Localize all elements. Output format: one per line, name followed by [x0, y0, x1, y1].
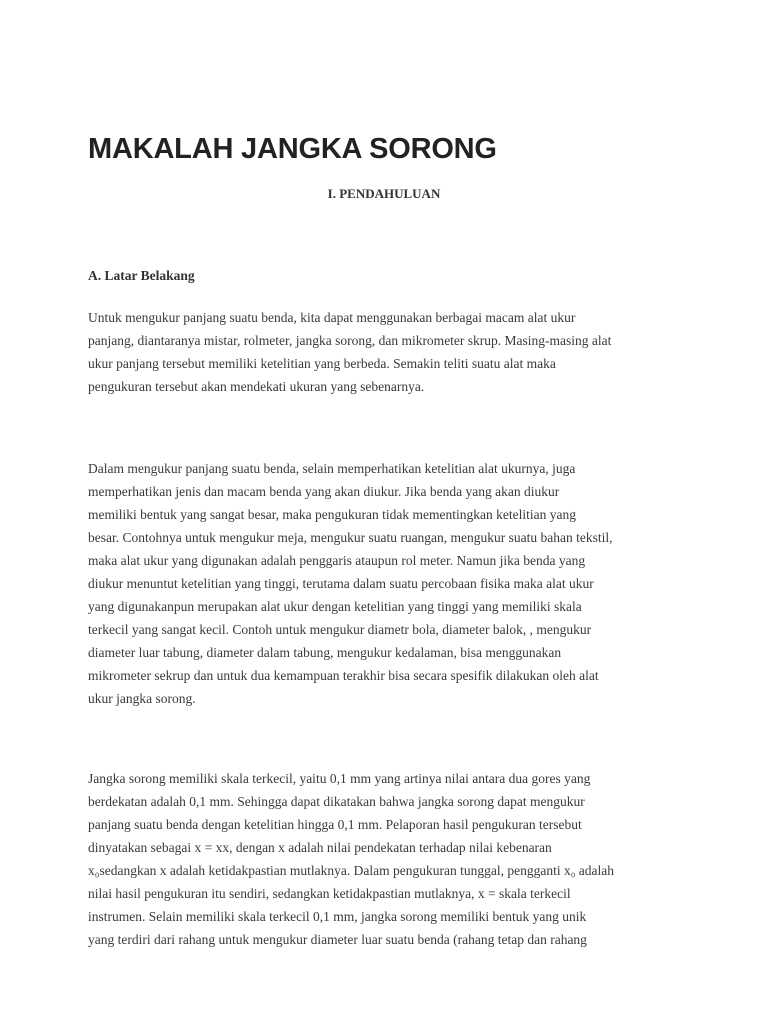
text-line: mikrometer sekrup dan untuk dua kemampuan terakhir bisa secara spesifik dilakukan oleh alat [88, 668, 599, 683]
text-line: ukur jangka sorong. [88, 691, 196, 706]
section-heading: I. PENDAHULUAN [327, 186, 441, 201]
text-line: besar. Contohnya untuk mengukur meja, mengukur suatu ruangan, mengukur suatu bahan tekstil, [88, 530, 613, 545]
text-line: terkecil yang sangat kecil. Contoh untuk mengukur diametr bola, diameter balok, , mengukur [88, 622, 592, 637]
text-line: berdekatan adalah 0,1 mm. Sehingga dapat dikatakan bahwa jangka sorong dapat mengukur [88, 794, 585, 809]
text-line: memiliki bentuk yang sangat besar, maka pengukuran tidak mementingkan ketelitian yang [88, 507, 576, 522]
paragraph-1 [88, 306, 673, 398]
document-title: MAKALAH JANGKA SORONG [88, 133, 497, 165]
text-line: maka alat ukur yang digunakan adalah penggaris ataupun rol meter. Namun jika benda yang [88, 553, 586, 568]
text-line: yang digunakanpun merupakan alat ukur dengan ketelitian yang tinggi yang memiliki skala [88, 599, 582, 614]
paragraph-3 [88, 767, 673, 951]
text-line: x₀sedangkan x adalah ketidakpastian mutlaknya. Dalam pengukuran tunggal, pengganti x₀ adalah [88, 863, 614, 878]
text-line: Jangka sorong memiliki skala terkecil, yaitu 0,1 mm yang artinya nilai antara dua gores yang [88, 771, 591, 786]
text-line: memperhatikan jenis dan macam benda yang akan diukur. Jika benda yang akan diukur [88, 484, 560, 499]
paragraph-2 [88, 457, 673, 710]
text-line: diukur menuntut ketelitian yang tinggi, terutama dalam suatu percobaan fisika maka alat ukur [88, 576, 594, 591]
text-line: panjang suatu benda dengan ketelitian hingga 0,1 mm. Pelaporan hasil pengukuran tersebut [88, 817, 582, 832]
text-line: yang terdiri dari rahang untuk mengukur diameter luar suatu benda (rahang tetap dan rahang [88, 932, 587, 947]
text-line: ukur panjang tersebut memiliki ketelitian yang berbeda. Semakin teliti suatu alat maka [88, 356, 556, 371]
text-line: Untuk mengukur panjang suatu benda, kita dapat menggunakan berbagai macam alat ukur [88, 310, 576, 325]
text-line: nilai hasil pengukuran itu sendiri, sedangkan ketidakpastian mutlaknya, x = skala terkecil [88, 886, 571, 901]
text-line: panjang, diantaranya mistar, rolmeter, jangka sorong, dan mikrometer skrup. Masing-masing alat [88, 333, 612, 348]
text-line: diameter luar tabung, diameter dalam tabung, mengukur kedalaman, bisa menggunakan [88, 645, 562, 660]
text-line: pengukuran tersebut akan mendekati ukuran yang sebenarnya. [88, 379, 425, 394]
text-line: instrumen. Selain memiliki skala terkecil 0,1 mm, jangka sorong memiliki bentuk yang unik [88, 909, 587, 924]
text-line: Dalam mengukur panjang suatu benda, selain memperhatikan ketelitian alat ukurnya, juga [88, 461, 576, 476]
subheading-latar-belakang: A. Latar Belakang [88, 268, 195, 283]
text-line: dinyatakan sebagai x = xx, dengan x adalah nilai pendekatan terhadap nilai kebenaran [88, 840, 552, 855]
